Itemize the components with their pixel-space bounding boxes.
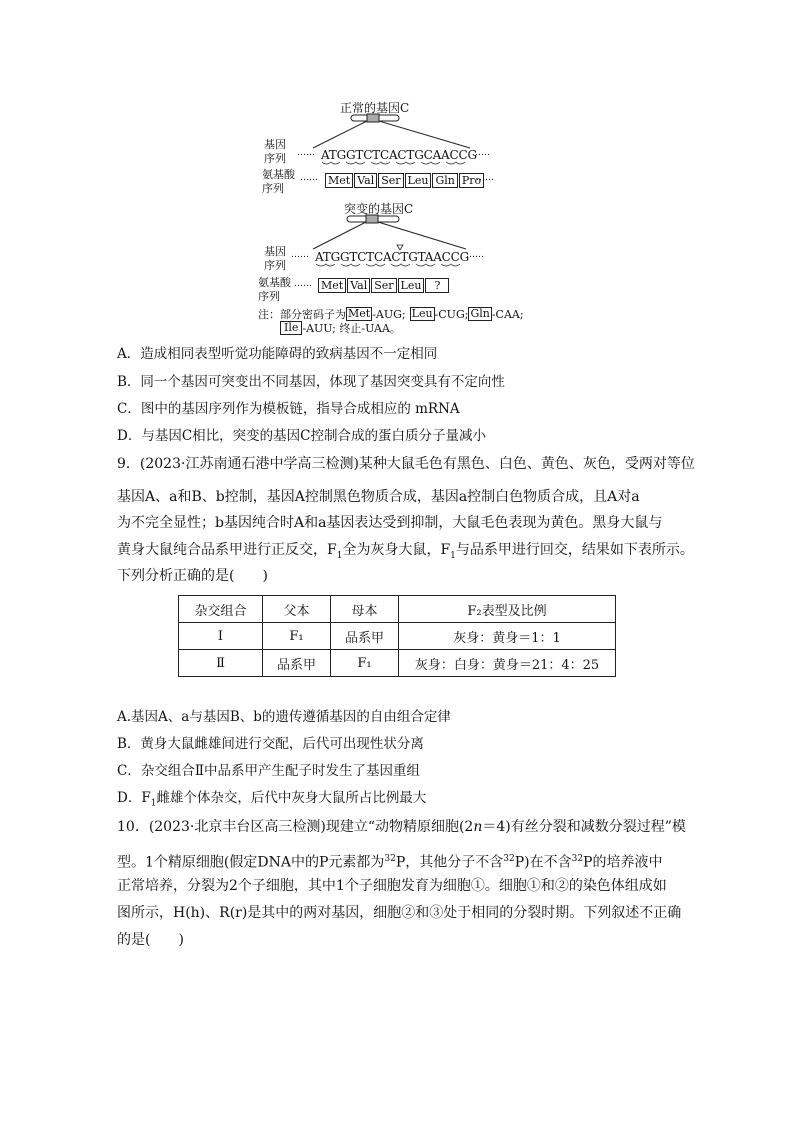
amino-acid-box: Met [325, 173, 353, 188]
amino-acid-box: Leu [405, 173, 432, 188]
q9-option-d-post: 雌雄个体杂交，后代中灰身大鼠所占比例最大 [156, 790, 427, 806]
ellipsis: …… [466, 250, 484, 260]
aa-label-2: 序列 [258, 290, 280, 303]
note-ile-code: -AUU; 终止-UAA。 [302, 322, 401, 335]
mutant-gene-title: 突变的基因C [344, 202, 414, 216]
note-gln-box: Gln [470, 307, 490, 320]
table-cell: Ⅱ [179, 650, 263, 677]
aa-label-1: 氨基酸 [258, 276, 291, 289]
table-cell: 品系甲 [263, 650, 331, 677]
q9-option-d-pre: D．F [117, 790, 151, 806]
q10-line-2 [117, 846, 687, 876]
table-header-cell: 母本 [331, 596, 399, 623]
q9-line-4-part-b: 全为灰身大鼠，F [342, 542, 451, 558]
mutant-amino-acid-row [318, 278, 449, 293]
q9-line-4-part-c: 与品系甲进行回交，结果如下表所示。 [455, 542, 694, 558]
q10-line-5: 的是( ) [117, 932, 184, 948]
q9-option-a: A.基因A、a与基因B、b的遗传遵循基因的自由组合定律 [117, 709, 451, 725]
note-met-code: -AUG; [372, 307, 406, 321]
ellipsis: …… [472, 148, 490, 158]
q9-option-c: C．杂交组合Ⅱ中品系甲产生配子时发生了基因重组 [117, 763, 421, 779]
q9-line-2: 基因A、a和B、b控制，基因A控制黑色物质合成，基因a控制白色物质合成，且A对a [117, 489, 640, 505]
q10-line-3: 正常培养，分裂为2个子细胞，其中1个子细胞发育为细胞①。细胞①和②的染色体组成如 [117, 878, 667, 894]
ellipsis: …… [294, 279, 312, 289]
amino-acid-box: Leu [398, 278, 425, 293]
q9-option-b: B．黄身大鼠雌雄间进行交配，后代可出现性状分离 [117, 736, 424, 752]
amino-acid-box: Ser [378, 173, 403, 188]
subscript: 1 [150, 798, 157, 809]
q10-line-2-pre: 型。1个精原细胞(假定DNA中的P元素都为 [117, 854, 385, 871]
table-header-cell: 杂交组合 [179, 596, 263, 623]
q8-option-c: C．图中的基因序列作为模板链，指导合成相应的 mRNA [117, 401, 460, 417]
aa-label-2: 序列 [262, 182, 284, 195]
superscript: 32 [503, 854, 515, 864]
note-met-box: Met [348, 307, 371, 320]
q10-line-1-pre: 10．(2023·北京丰台区高三检测)现建立“动物精原细胞(2 [117, 819, 474, 835]
note-leu-code: -CUG; [434, 307, 469, 321]
amino-acid-box: Pro [459, 173, 484, 188]
q9-option-d [117, 786, 426, 809]
seq-label-2: 序列 [264, 259, 286, 272]
mutant-sequence: ATGGTCTCACTGTAACCG [315, 250, 470, 264]
q10-line-2-mid2: P)在不含 [514, 854, 572, 871]
table-cell: 灰身：黄身＝1：1 [399, 623, 616, 650]
normal-amino-acid-row [325, 173, 484, 188]
subscript: 1 [450, 550, 456, 561]
q8-option-a: A．造成相同表型听觉功能障碍的致病基因不一定相同 [117, 346, 438, 362]
normal-gene-title: 正常的基因C [340, 101, 410, 115]
seq-label-1: 基因 [264, 245, 286, 258]
amino-acid-box: Gln [432, 173, 457, 188]
q10-line-1-post: ＝4)有丝分裂和减数分裂过程”模 [482, 819, 686, 835]
superscript: 32 [384, 854, 396, 864]
q9-line-3: 为不完全显性；b基因纯合时A和a基因表达受到抑制，大鼠毛色表现为黄色。黑身大鼠与 [117, 515, 663, 531]
q10-line-2-post: P的培养液中 [583, 854, 663, 871]
q10-line-2-mid: P，其他分子不含 [395, 854, 504, 871]
table-cell: Ⅰ [179, 623, 263, 650]
table-row [179, 623, 616, 650]
q10-italic-n: n [473, 819, 483, 835]
seq-label-2: 序列 [264, 152, 286, 165]
ellipsis: …… [291, 250, 309, 260]
amino-acid-box: Met [318, 278, 346, 293]
ellipsis: …… [476, 173, 494, 183]
table-header-cell: 父本 [263, 596, 331, 623]
q10-line-4: 图所示，H(h)、R(r)是其中的两对基因，细胞②和③处于相同的分裂时期。下列叙述不正确 [117, 905, 682, 921]
note-leu-box: Leu [411, 307, 433, 320]
q8-option-d: D．与基因C相比，突变的基因C控制合成的蛋白质分子量减小 [117, 428, 486, 444]
codon-note-line-2 [280, 320, 401, 336]
note-ile-box: Ile [280, 321, 302, 335]
amino-acid-box: Val [354, 173, 377, 188]
table-cell: 品系甲 [331, 623, 399, 650]
table-cell: F₁ [331, 650, 399, 677]
subscript: 1 [336, 550, 343, 561]
amino-acid-box: Val [347, 278, 370, 293]
amino-acid-box: ? [425, 278, 449, 293]
ellipsis: …… [297, 148, 315, 158]
table-cell: F₁ [263, 623, 331, 650]
q9-line-4-part-a: 黄身大鼠纯合品系甲进行正反交，F [117, 542, 337, 558]
note-gln-code: -CAA; [491, 307, 524, 321]
table-row [179, 650, 616, 677]
cross-results-table [178, 595, 616, 677]
q9-line-1: 9．(2023·江苏南通石港中学高三检测)某种大鼠毛色有黑色、白色、黄色、灰色，受两对等位 [117, 456, 695, 472]
note-prefix: 注：部分密码子为 [258, 308, 346, 321]
aa-label-1: 氨基酸 [262, 168, 295, 181]
ellipsis: …… [300, 173, 318, 183]
table-cell: 灰身：白身：黄身＝21：4：25 [399, 650, 616, 677]
table-header-row [179, 596, 616, 623]
q9-line-5: 下列分析正确的是( ) [117, 568, 268, 584]
seq-label-1: 基因 [264, 138, 286, 151]
superscript: 32 [571, 854, 584, 864]
q10-line-1 [117, 814, 687, 840]
normal-sequence: ATGGTCTCACTGCAACCG [321, 148, 477, 162]
table-header-cell: F₂表型及比例 [399, 596, 616, 623]
q8-option-b: B．同一个基因可突变出不同基因，体现了基因突变具有不定向性 [117, 374, 505, 390]
amino-acid-box: Ser [371, 278, 396, 293]
